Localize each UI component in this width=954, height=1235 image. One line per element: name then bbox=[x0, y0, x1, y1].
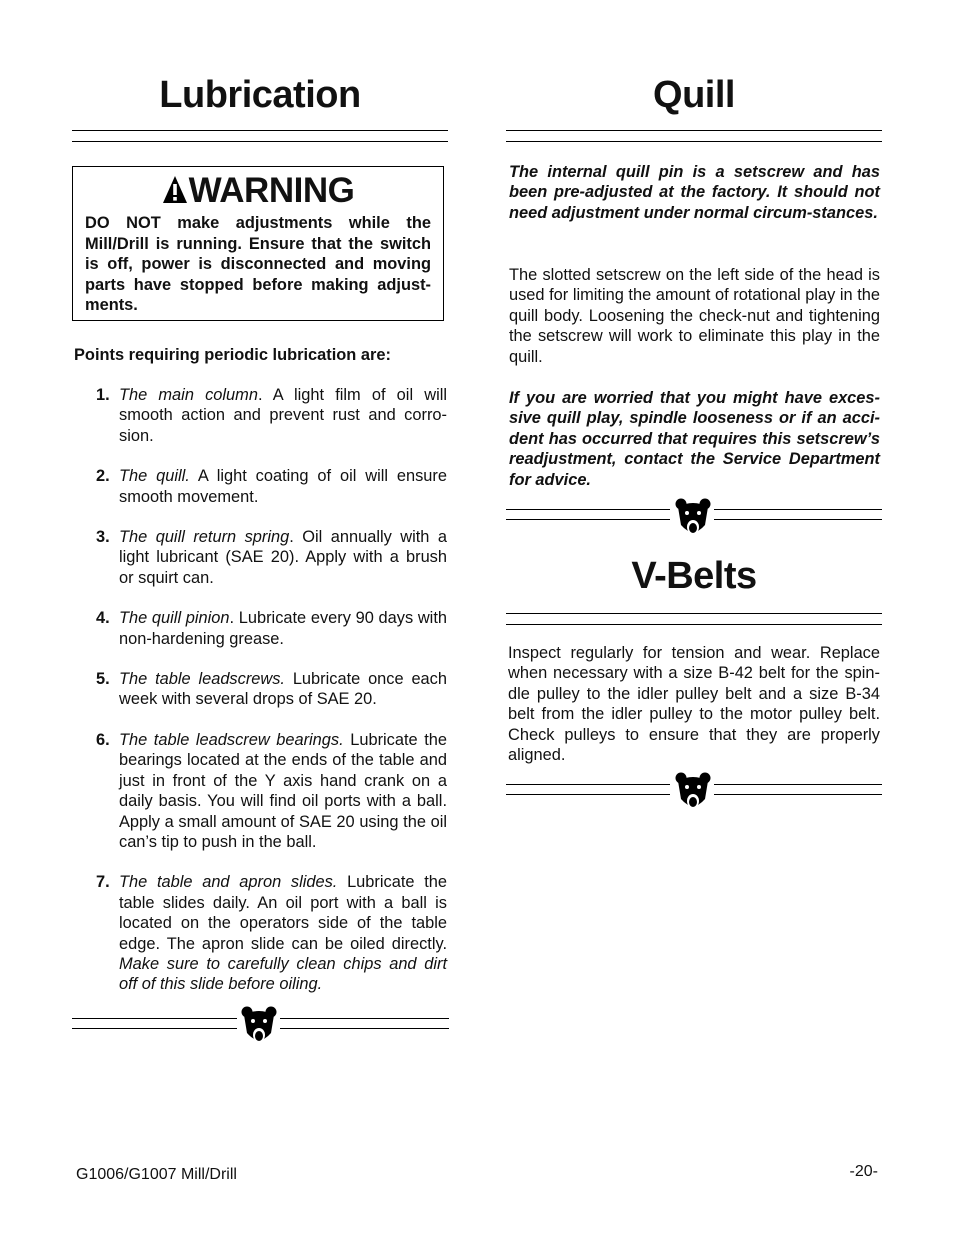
item-title: The table and apron slides. bbox=[119, 873, 338, 892]
item-number: 2. bbox=[96, 467, 110, 486]
item-title: The table leadscrew bearings. bbox=[119, 730, 344, 749]
item-text: . A light film of oil will smooth action and prevent rust and corro-sion. bbox=[119, 386, 448, 445]
lubrication-list bbox=[96, 385, 447, 1015]
item-note: Make sure to carefully clean chips and dirt off of this slide before oiling. bbox=[119, 954, 447, 994]
list-item bbox=[96, 385, 447, 446]
list-item bbox=[96, 669, 447, 710]
item-title: The table leadscrews. bbox=[119, 670, 285, 689]
list-item bbox=[96, 527, 447, 588]
warning-label: WARNING bbox=[188, 171, 355, 210]
vbelts-title: V-Belts bbox=[631, 555, 757, 597]
list-item bbox=[96, 730, 447, 852]
list-item bbox=[96, 872, 447, 994]
title-rule bbox=[506, 130, 882, 131]
section-end-divider bbox=[506, 771, 882, 811]
section-end-divider bbox=[72, 1005, 449, 1045]
title-rule bbox=[506, 141, 882, 142]
item-title: The quill. bbox=[119, 467, 190, 486]
item-text: Lubricate the table slides daily. An oil port with a ball is located on the operators side of the table edge. The apron slide can be oiled directly. bbox=[119, 873, 447, 953]
item-number: 7. bbox=[96, 873, 110, 892]
quill-notice: The internal quill pin is a setscrew and has been pre-adjusted at the factory. It should not need adjustment under normal circum-stances. bbox=[509, 163, 880, 222]
quill-title: Quill bbox=[653, 74, 735, 116]
vbelts-paragraph: Inspect regularly for tension and wear. Replace when necessary with a size B-42 belt for the spin-dle pulley to the idler pulley belt and a size B-34 belt from the idler pulley to the motor pulley belt. Check pulleys to ensure that they are properly aligned. bbox=[508, 644, 880, 765]
warning-box bbox=[72, 166, 444, 321]
item-number: 3. bbox=[96, 528, 110, 547]
item-number: 4. bbox=[96, 609, 110, 628]
item-title: The main column bbox=[119, 386, 258, 404]
quill-advice: If you are worried that you might have exces-sive quill play, spindle looseness or if an acci-dent has occurred that requires this setscrew’s readjustment, contact the Service Department for advice. bbox=[509, 389, 880, 489]
title-rule bbox=[72, 141, 448, 142]
list-item bbox=[96, 466, 447, 507]
item-text: Lubricate the bearings located at the ends of the table and just in front of the Y axis hand crank on a daily basis. You will find oil ports with a ball. Apply a small amount of SAE 20 using the oil can’s tip to push in the ball. bbox=[119, 730, 447, 851]
item-number: 6. bbox=[96, 730, 110, 749]
warning-triangle-icon bbox=[162, 175, 188, 205]
section-end-divider bbox=[506, 497, 882, 537]
item-title: The quill pinion bbox=[119, 609, 230, 628]
bear-logo-icon bbox=[674, 771, 712, 811]
item-text: . Lubricate every 90 days with non-hardening grease. bbox=[119, 609, 447, 648]
lubrication-intro: Points requiring periodic lubrication are: bbox=[74, 346, 391, 364]
item-title: The quill return spring bbox=[119, 528, 290, 547]
title-rule bbox=[506, 613, 882, 614]
list-item bbox=[96, 608, 447, 649]
warning-heading bbox=[73, 171, 443, 211]
warning-text: DO NOT make adjustments while the Mill/Drill is running. Ensure that the switch is off, power is disconnected and moving parts have stopped before making adjust-ments. bbox=[85, 214, 431, 315]
bear-logo-icon bbox=[240, 1005, 278, 1045]
item-text: A light coating of oil will ensure smooth movement. bbox=[119, 467, 447, 506]
title-rule bbox=[72, 130, 448, 131]
item-text: Lubricate once each week with several drops of SAE 20. bbox=[119, 670, 447, 709]
title-rule bbox=[506, 624, 882, 625]
item-text: . Oil annually with a light lubricant (SAE 20). Apply with a brush or squirt can. bbox=[119, 528, 447, 587]
item-number: 1. bbox=[96, 386, 110, 404]
quill-paragraph: The slotted setscrew on the left side of the head is used for limiting the amount of rotational play in the quill body. Loosening the check-nut and tightening the setscrew will work to eliminate this play in the quill. bbox=[509, 266, 880, 366]
footer-model: G1006/G1007 Mill/Drill bbox=[76, 1166, 237, 1183]
item-number: 5. bbox=[96, 670, 110, 689]
bear-logo-icon bbox=[674, 497, 712, 537]
lubrication-title: Lubrication bbox=[159, 74, 361, 116]
page-number: -20- bbox=[849, 1163, 878, 1180]
